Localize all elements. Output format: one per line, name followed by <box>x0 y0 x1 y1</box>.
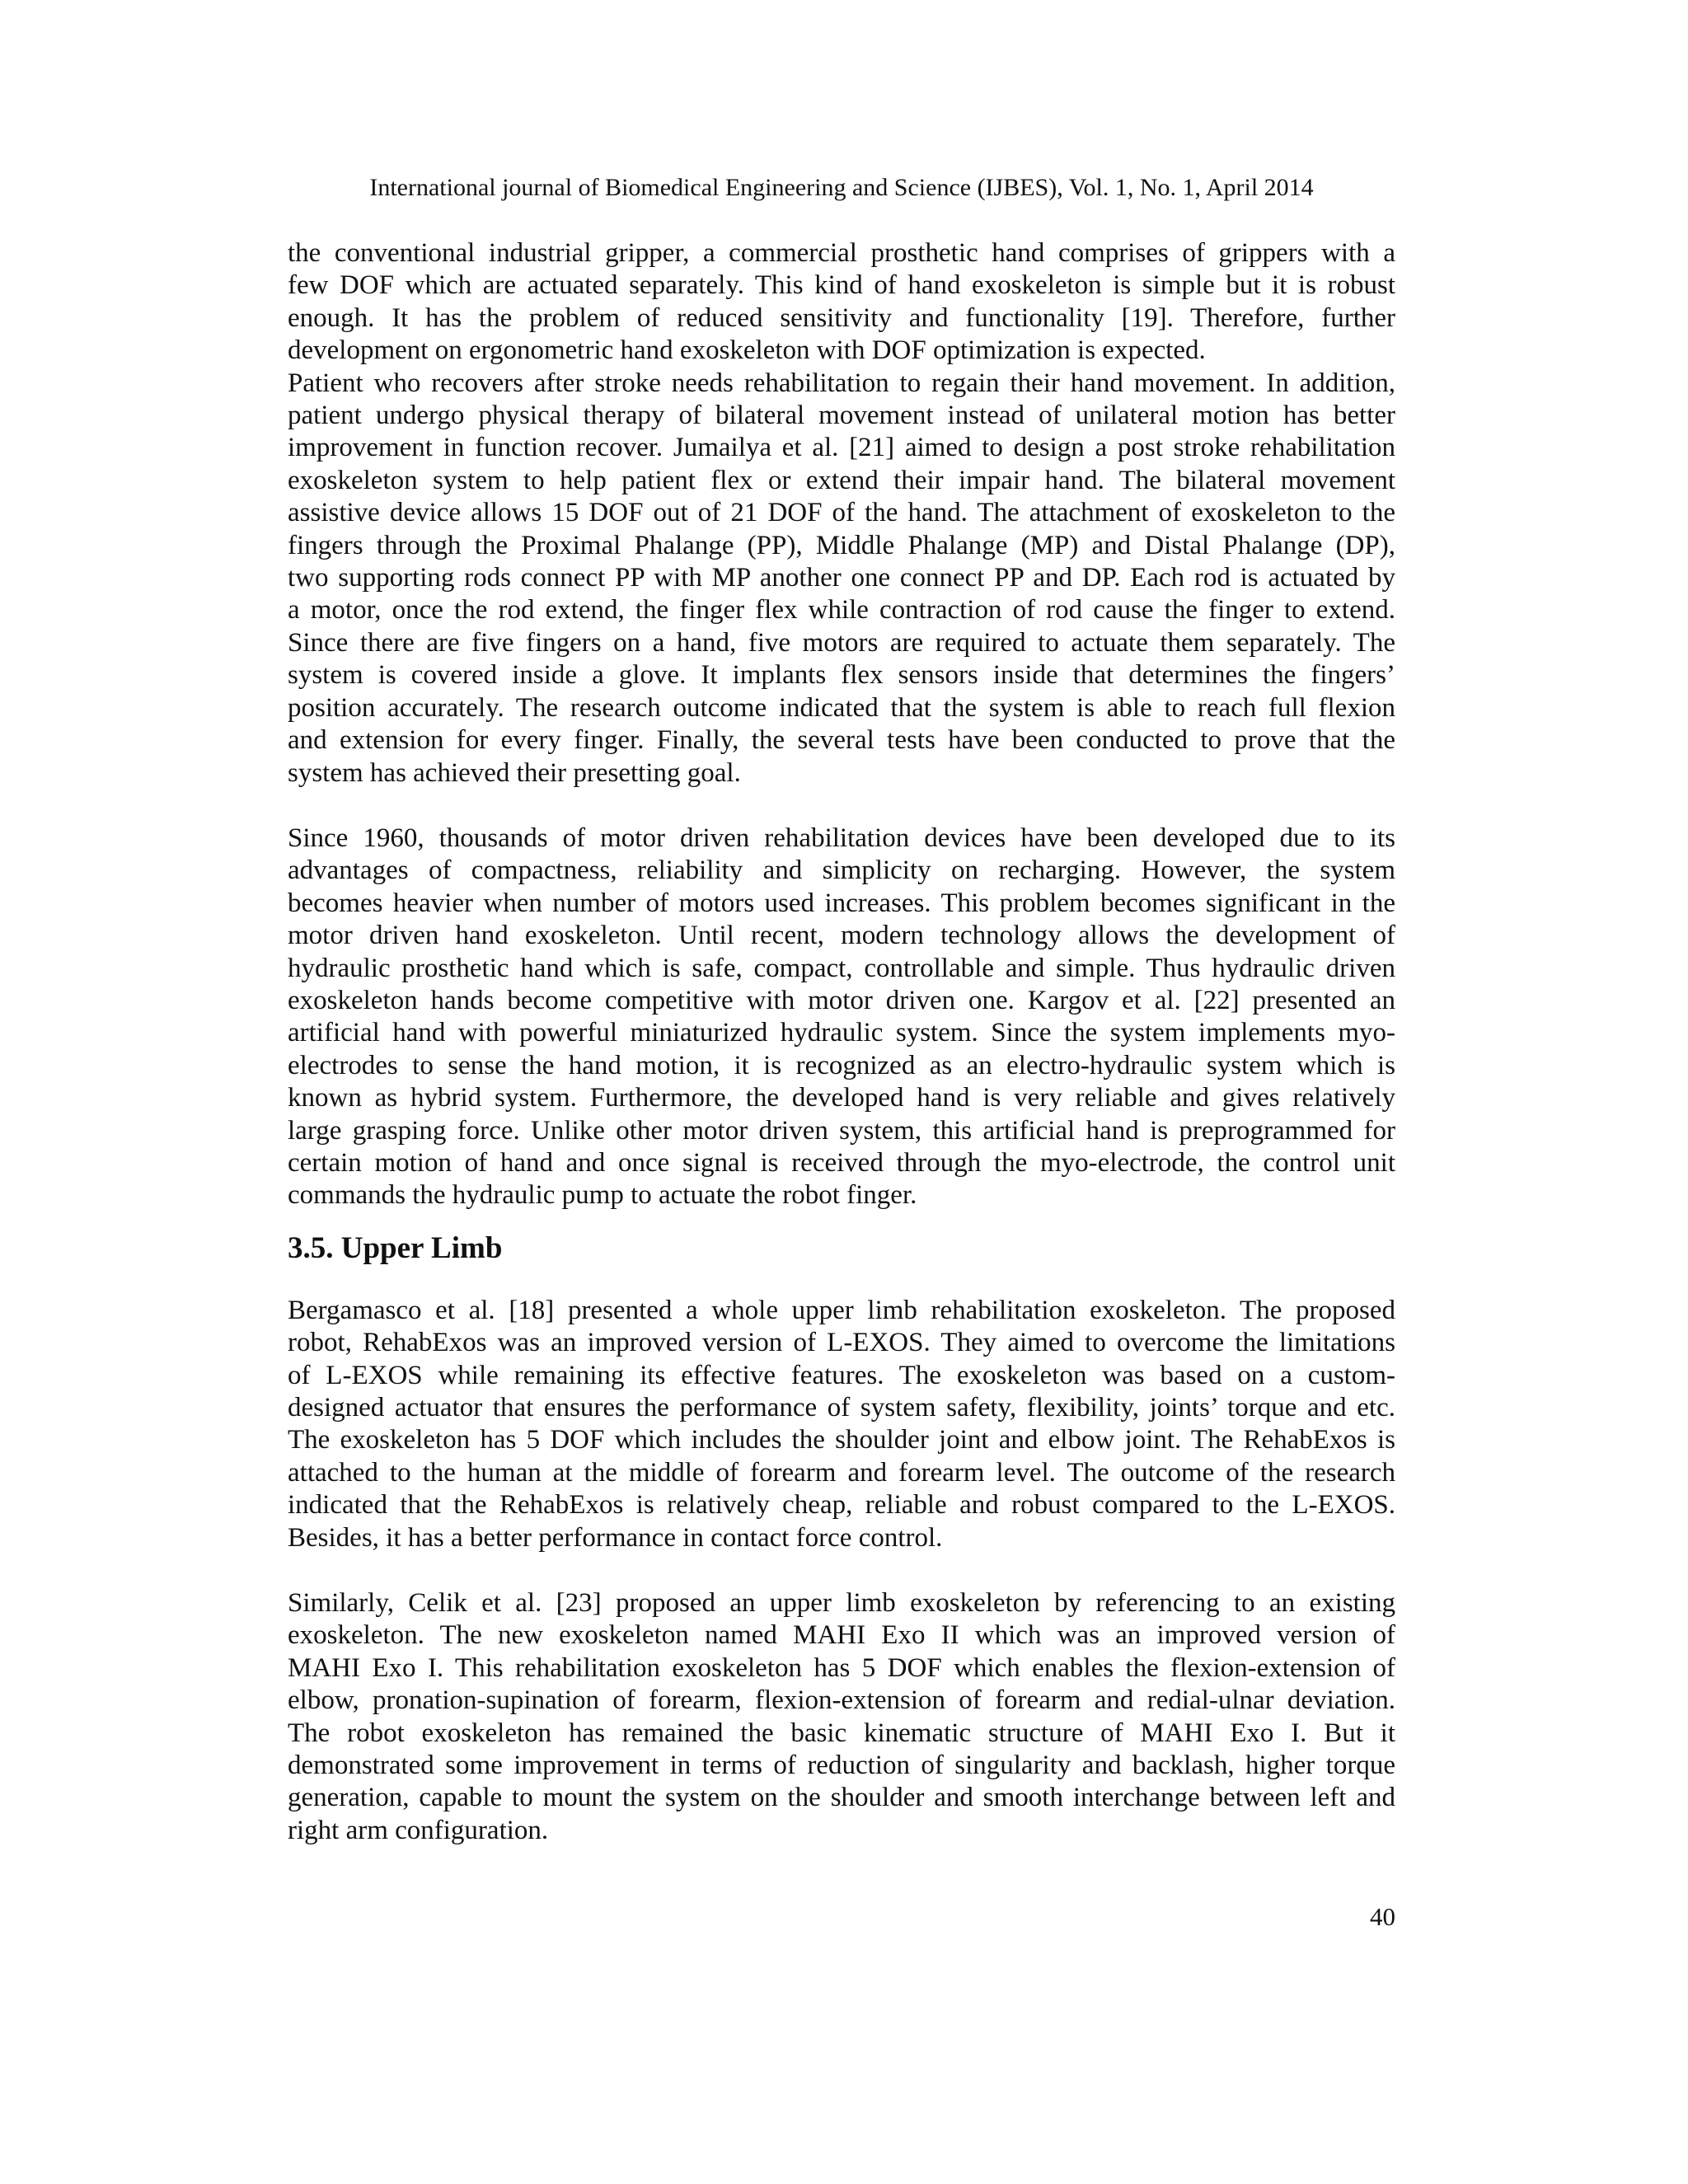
article-body <box>288 237 1395 1847</box>
text-line: Bergamasco et al. [18] presented a whole upper limb rehabilitation exoskeleton. The proposed <box>288 1295 1395 1325</box>
paragraph-motor-driven-devices <box>288 823 1395 1212</box>
text-line: position accurately. The research outcome indicated that the system is able to reach full flexion <box>288 692 1395 723</box>
paragraph-gripper-intro <box>288 237 1395 368</box>
text-line: motor driven hand exoskeleton. Until recent, modern technology allows the development of <box>288 921 1395 951</box>
text-line: exoskeleton hands become competitive with motor driven one. Kargov et al. [22] presented an <box>288 985 1395 1015</box>
text-line: The robot exoskeleton has remained the basic kinematic structure of MAHI Exo I. But it <box>288 1718 1395 1748</box>
paragraph-mahi-exo <box>288 1587 1395 1847</box>
text-line: generation, capable to mount the system on the shoulder and smooth interchange between left and <box>288 1783 1395 1813</box>
text-line: robot, RehabExos was an improved version of L-EXOS. They aimed to overcome the limitations <box>288 1328 1395 1358</box>
text-line: advantages of compactness, reliability and simplicity on recharging. However, the system <box>288 855 1395 886</box>
text-line: known as hybrid system. Furthermore, the developed hand is very reliable and gives relatively <box>288 1083 1395 1113</box>
text-line: fingers through the Proximal Phalange (PP), Middle Phalange (MP) and Distal Phalange (DP), <box>288 530 1395 560</box>
text-line: Since there are five fingers on a hand, five motors are required to actuate them separately. The <box>288 627 1395 658</box>
text-line: hydraulic prosthetic hand which is safe, compact, controllable and simple. Thus hydraulic driven <box>288 953 1395 983</box>
text-line: indicated that the RehabExos is relatively cheap, reliable and robust compared to the L-EXOS. <box>288 1490 1395 1521</box>
paragraph-rehabexos <box>288 1295 1395 1554</box>
text-line: Since 1960, thousands of motor driven rehabilitation devices have been developed due to its <box>288 823 1395 853</box>
text-line: patient undergo physical therapy of bilateral movement instead of unilateral motion has better <box>288 401 1395 431</box>
text-line: right arm configuration. <box>288 1815 549 1845</box>
text-line: certain motion of hand and once signal is received through the myo-electrode, the control unit <box>288 1147 1395 1178</box>
paragraph-spacer <box>288 1554 1395 1587</box>
text-line: a motor, once the rod extend, the finger flex while contraction of rod cause the finger to extend. <box>288 595 1395 626</box>
paragraph-spacer <box>288 790 1395 823</box>
text-line: system is covered inside a glove. It implants flex sensors inside that determines the fingers’ <box>288 660 1395 691</box>
text-line: Similarly, Celik et al. [23] proposed an upper limb exoskeleton by referencing to an existing <box>288 1588 1395 1619</box>
text-line: improvement in function recover. Jumailya et al. [21] aimed to design a post stroke rehabilitation <box>288 433 1395 463</box>
text-line: attached to the human at the middle of forearm and forearm level. The outcome of the research <box>288 1457 1395 1488</box>
text-line: enough. It has the problem of reduced sensitivity and functionality [19]. Therefore, further <box>288 302 1395 333</box>
text-line: MAHI Exo I. This rehabilitation exoskeleton has 5 DOF which enables the flexion-extension of <box>288 1652 1395 1683</box>
text-line: of L-EXOS while remaining its effective features. The exoskeleton was based on a custom- <box>288 1360 1395 1390</box>
text-line: and extension for every finger. Finally, the several tests have been conducted to prove that the <box>288 725 1395 756</box>
text-line: becomes heavier when number of motors used increases. This problem becomes significant in the <box>288 888 1395 918</box>
page-number: 40 <box>1370 1902 1395 1931</box>
text-line: Patient who recovers after stroke needs rehabilitation to regain their hand movement. In addition, <box>288 368 1395 398</box>
text-line: system has achieved their presetting goal. <box>288 757 741 788</box>
text-line: few DOF which are actuated separately. This kind of hand exoskeleton is simple but it is robust <box>288 270 1395 301</box>
text-line: assistive device allows 15 DOF out of 21 DOF of the hand. The attachment of exoskeleton to the <box>288 498 1395 528</box>
text-line: demonstrated some improvement in terms of reduction of singularity and backlash, higher torque <box>288 1750 1395 1781</box>
text-line: development on ergonometric hand exoskeleton with DOF optimization is expected. <box>288 335 1206 366</box>
text-line: Besides, it has a better performance in contact force control. <box>288 1522 943 1553</box>
paragraph-stroke-rehabilitation <box>288 368 1395 790</box>
text-line: designed actuator that ensures the performance of system safety, flexibility, joints’ torque and etc. <box>288 1393 1395 1422</box>
section-heading: 3.5. Upper Limb <box>288 1230 503 1265</box>
text-line: electrodes to sense the hand motion, it is recognized as an electro-hydraulic system which is <box>288 1050 1395 1080</box>
text-line: exoskeleton. The new exoskeleton named MAHI Exo II which was an improved version of <box>288 1620 1395 1651</box>
text-line: large grasping force. Unlike other motor driven system, this artificial hand is preprogrammed for <box>288 1115 1395 1146</box>
text-line: the conventional industrial gripper, a commercial prosthetic hand comprises of grippers with a <box>288 238 1395 268</box>
text-line: exoskeleton system to help patient flex or extend their impair hand. The bilateral movement <box>288 465 1395 495</box>
running-header: International journal of Biomedical Engineering and Science (IJBES), Vol. 1, No. 1, April 2014 <box>369 174 1314 201</box>
text-line: elbow, pronation-supination of forearm, flexion-extension of forearm and redial-ulnar deviation. <box>288 1685 1395 1716</box>
text-line: artificial hand with powerful miniaturized hydraulic system. Since the system implements myo- <box>288 1018 1395 1048</box>
text-line: The exoskeleton has 5 DOF which includes the shoulder joint and elbow joint. The RehabExos is <box>288 1425 1395 1455</box>
text-line: commands the hydraulic pump to actuate the robot finger. <box>288 1180 917 1211</box>
text-line: two supporting rods connect PP with MP another one connect PP and DP. Each rod is actuated by <box>288 563 1395 593</box>
